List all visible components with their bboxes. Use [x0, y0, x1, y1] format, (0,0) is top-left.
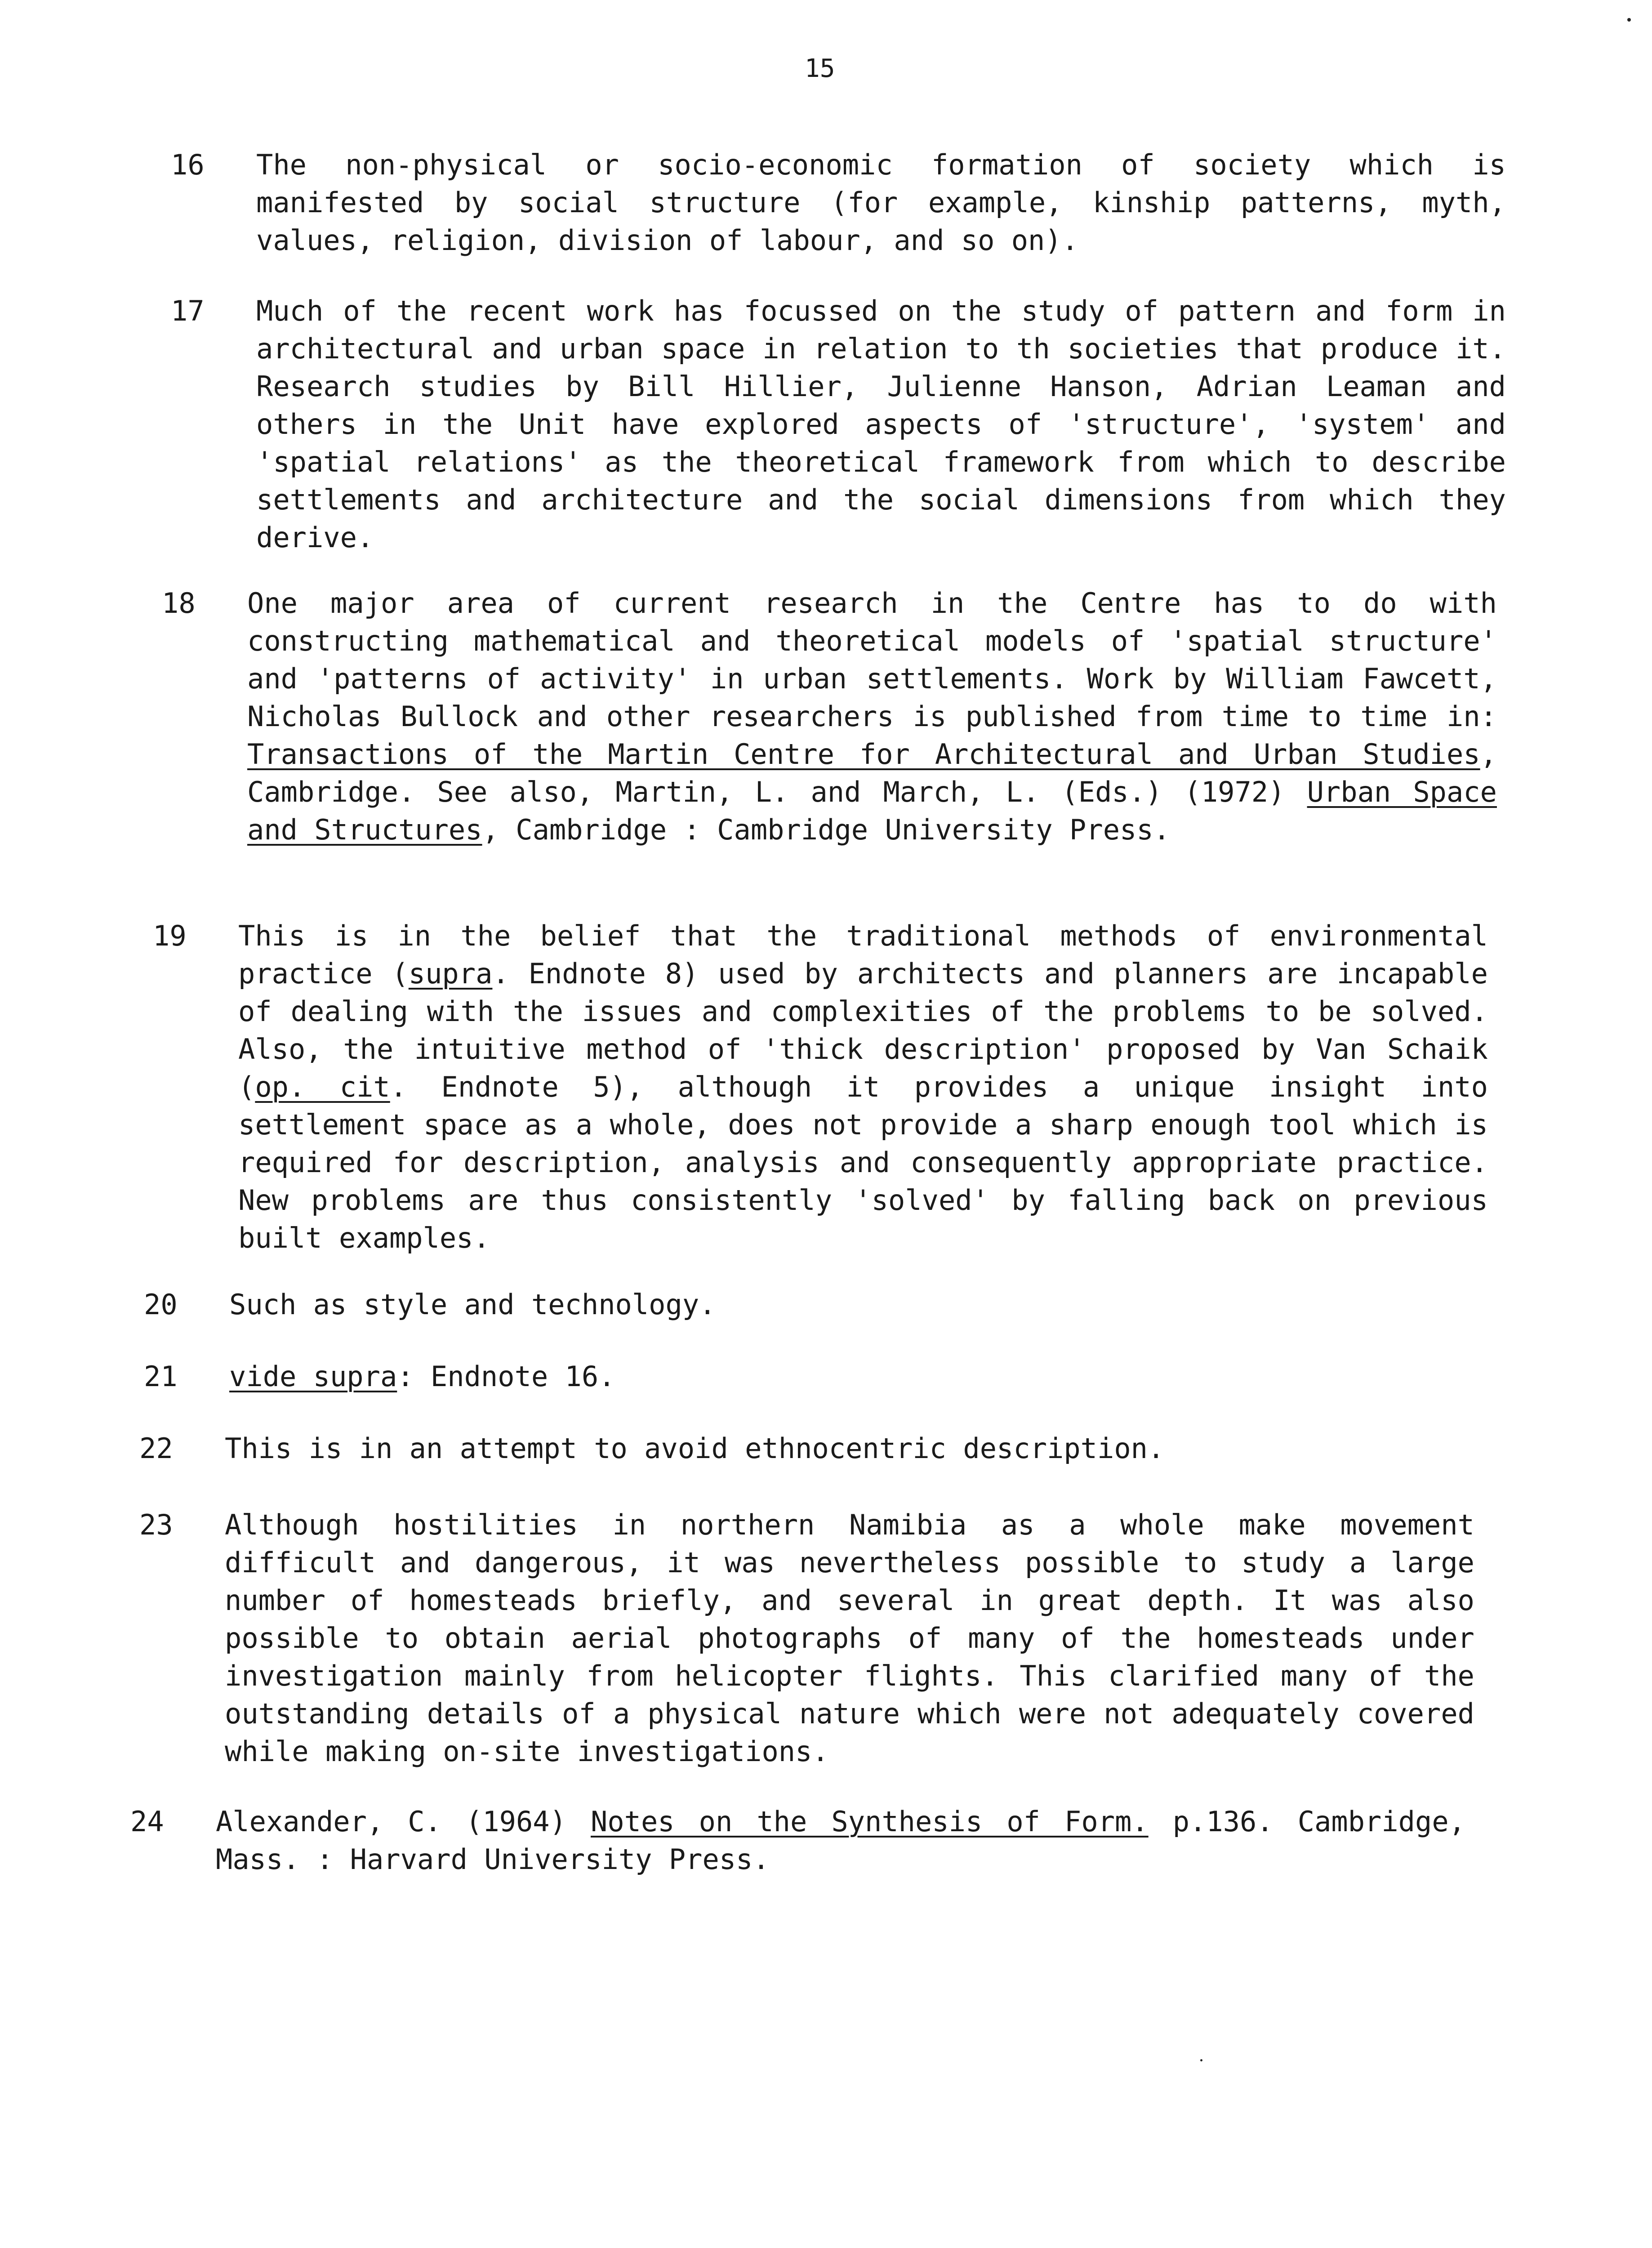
endnote-number: 22: [139, 1432, 173, 1465]
latin-term: supra: [408, 957, 493, 990]
endnote-text: This is in an attempt to avoid ethnocentric description.: [225, 1432, 1165, 1465]
endnote-text-part: , Cambridge : Cambridge University Press.: [482, 813, 1171, 846]
endnote-text: Such as style and technology.: [229, 1288, 716, 1321]
endnote-text: The non-physical or socio-economic formation of society which is manifested by social structure (for example, kinship patterns, myth, values, religion, division of labour, and so on).: [256, 148, 1506, 257]
endnote-text: [238, 917, 1488, 1257]
endnote-number: 21: [144, 1360, 178, 1393]
endnote-number: 18: [162, 587, 196, 620]
latin-term: vide supra: [229, 1360, 397, 1393]
journal-title: Transactions of the Martin Centre for Architectural and Urban Studies: [247, 738, 1480, 771]
endnote-number: 17: [171, 294, 205, 327]
endnote-number: 20: [144, 1288, 178, 1321]
book-title: Notes on the Synthesis of Form.: [591, 1805, 1149, 1838]
endnote-text: [216, 1803, 1465, 1878]
endnote-text-part: , Cambridge. See also, Martin, L. and March, L. (Eds.) (1972): [247, 738, 1497, 808]
endnote-text: Although hostilities in northern Namibia as a whole make movement difficult and dangerous, it was nevertheless possible to study a large number of homesteads briefly, and several in great depth. It was also possible to obtain aerial photographs of many of the homesteads under investigation mainly from helicopter flights. This clarified many of the outstanding details of a physical nature which were not adequately covered while making on-site investigations.: [225, 1508, 1474, 1768]
endnote-text: [247, 584, 1497, 849]
endnote-number: 16: [171, 148, 205, 181]
endnote-text-part: . Endnote 5), although it provides a unique insight into settlement space as a whole, does not provide a sharp enough tool which is required for description, analysis and consequently appropriate practice. New problems are thus consistently 'solved' by falling back on previous built examples.: [238, 1070, 1488, 1254]
endnote-text: Much of the recent work has focussed on the study of pattern and form in architectural and urban space in relation to th societies that produce it. Research studies by Bill Hillier, Julienne Hanson, Adrian Leaman and others in the Unit have explored aspects of 'structure', 'system' and 'spatial relations' as the theoretical framework from which to describe settlements and architecture and the social dimensions from which they derive.: [256, 294, 1506, 554]
endnote-text-part: This is in the belief that the traditional methods of environmental practice (: [238, 919, 1488, 990]
endnote-text: [229, 1358, 1479, 1396]
endnote-text-part: One major area of current research in the Centre has to do with constructing mathematical and theoretical models of 'spatial structure' and 'patterns of activity' in urban settlements. Work by William Fawcett, Nicholas Bullock and other researchers is published from time to time in:: [247, 587, 1497, 733]
endnote-number: 23: [139, 1508, 173, 1541]
book-title: Urban Space and Structures: [247, 776, 1497, 846]
endnote-text-part: : Endnote 16.: [397, 1360, 615, 1393]
endnote-text-part: Alexander, C. (1964): [216, 1805, 591, 1838]
endnote-text-part: . Endnote 8) used by architects and planners are incapable of dealing with the issues and complexities of the problems to be solved. Also, the intuitive method of 'thick description' proposed by Van Schaik (: [238, 957, 1488, 1103]
endnote-text-part: p.136. Cambridge, Mass. : Harvard University Press.: [216, 1805, 1465, 1876]
endnote-number: 24: [130, 1805, 164, 1838]
page-number: 15: [805, 54, 835, 83]
latin-term: op. cit: [255, 1070, 390, 1103]
endnote-number: 19: [153, 919, 187, 952]
scan-speck: [1200, 2059, 1202, 2061]
scan-speck: [1627, 18, 1631, 22]
